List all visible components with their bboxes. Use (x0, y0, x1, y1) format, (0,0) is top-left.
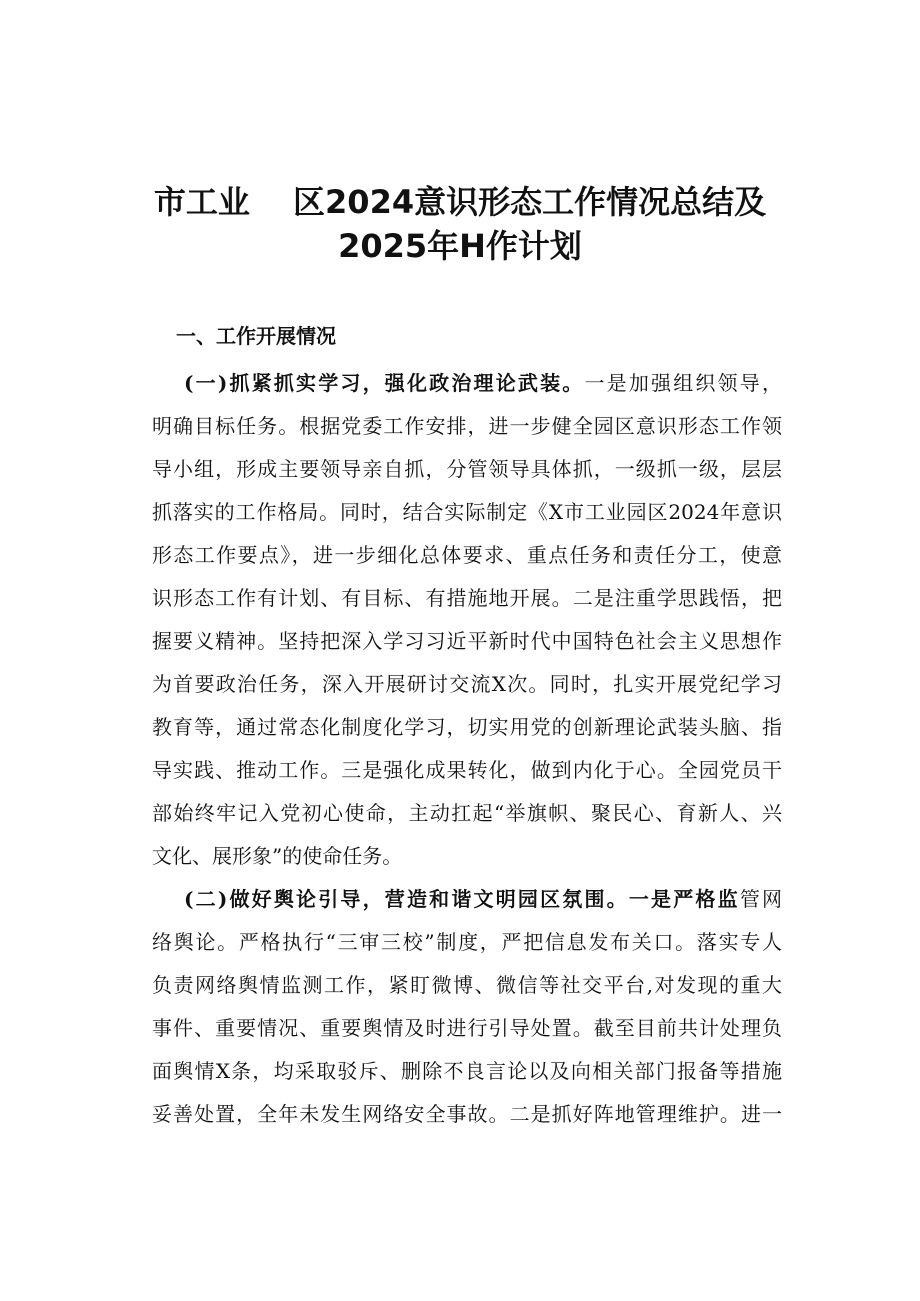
paragraph-1-line: 识形态工作有计划、有目标、有措施地开展。二是注重学思践悟，把 (152, 586, 782, 610)
paragraph-2 (152, 878, 782, 1136)
paragraph-2-line: 面舆情X条，均采取驳斥、删除不良言论以及向相关部门报备等措施 (152, 1059, 782, 1083)
paragraph-2-line: 负责网络舆情监测工作，紧盯微博、微信等社交平台,对发现的重大 (152, 973, 782, 997)
paragraph-1-last-line: 文化、展形象”的使命任务。 (152, 844, 403, 868)
paragraph-2-line: 络舆论。严格执行“三审三校”制度，严把信息发布关口。落实专人 (152, 930, 782, 954)
paragraph-1-line: 为首要政治任务，深入开展研讨交流X次。同时，扎实开展党纪学习 (152, 672, 782, 696)
document-title-line-1: 市工业 区2024意识形态工作情况总结及 (153, 183, 767, 221)
paragraph-1-line: 抓落实的工作格局。同时，结合实际制定《X市工业园区2024年意识 (152, 500, 782, 524)
paragraph-1-lead-rest: 一是加强组织领导， (584, 371, 782, 395)
paragraph-2-line: 事件、重要情况、重要舆情及时进行引导处置。截至目前共计处理负 (152, 1016, 782, 1040)
paragraph-1-line: 形态工作要点》，进一步细化总体要求、重点任务和责任分工，使意 (152, 543, 782, 567)
paragraph-2-lead: (二)做好舆论引导，营造和谐文明园区氛围。一是严格监 (184, 887, 740, 911)
paragraph-1-line: 教育等，通过常态化制度化学习，切实用党的创新理论武装头脑、指 (152, 715, 782, 739)
paragraph-2-lead-rest: 管网 (739, 887, 782, 911)
paragraph-1-line-1 (152, 362, 782, 405)
paragraph-1-line: 明确目标任务。根据党委工作安排，进一步健全园区意识形态工作领 (152, 414, 782, 438)
paragraph-2-line-1 (152, 878, 782, 921)
paragraph-1-lead: (一)抓紧抓实学习，强化政治理论武装。 (184, 371, 585, 395)
paragraph-2-line: 妥善处置，全年未发生网络安全事故。二是抓好阵地管理维护。进一 (152, 1102, 782, 1126)
section-heading: 一、工作开展情况 (176, 324, 336, 348)
paragraph-1-line: 导实践、推动工作。三是强化成果转化，做到内化于心。全园党员干 (152, 758, 782, 782)
paragraph-1 (152, 362, 782, 878)
paragraph-1-line: 部始终牢记入党初心使命，主动扛起“举旗帜、聚民心、育新人、兴 (152, 801, 782, 825)
document-title-line-2: 2025年H作计划 (338, 227, 582, 265)
paragraph-1-line: 握要义精神。坚持把深入学习习近平新时代中国特色社会主义思想作 (152, 629, 782, 653)
paragraph-1-line: 导小组，形成主要领导亲自抓，分管领导具体抓，一级抓一级，层层 (152, 457, 782, 481)
